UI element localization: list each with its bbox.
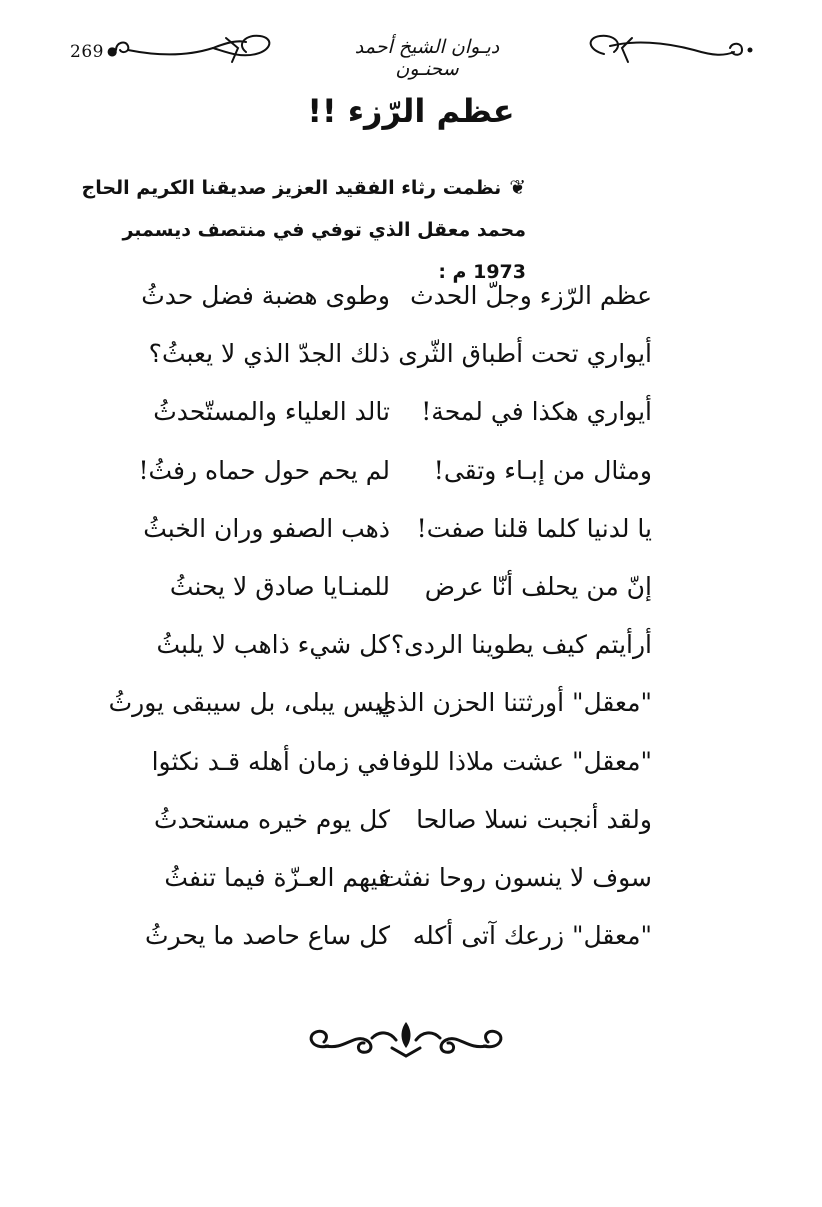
verse [0,916,822,974]
verse-second-hemistich: كل ساع حاصد ما يحرثُ [145,921,390,951]
flourish-scroll-icon [108,28,278,72]
page-header [0,22,822,80]
poem-title: عظم الرّزء !! [307,92,515,130]
verse [0,392,822,450]
verse [0,451,822,509]
leaf-ornament-icon: ❦ [509,175,526,199]
verse-first-hemistich: "معقل" أورثتنا الحزن الذي [377,688,652,718]
verse-first-hemistich: إنّ من يحلف أنّا عرض [424,571,652,601]
verse-first-hemistich: ومثال من إبـاء وتقى! [433,455,652,485]
poem-intro [70,166,526,293]
page-number: 269 ● [70,42,118,62]
verse-first-hemistich: أيواري تحت أطباق الثّرى [398,339,652,369]
verse-first-hemistich: "معقل" عشت ملاذا للوفا [391,746,652,776]
verse [0,334,822,392]
verse-first-hemistich: "معقل" زرعك آتى أكله [412,921,652,951]
verse-second-hemistich: ليس يبلى، بل سيبقى يورثُ [108,688,390,718]
verse-first-hemistich: أرأيتم كيف يطوينا الردى؟ [390,630,652,660]
verse-second-hemistich: كل يوم خيره مستحدثُ [154,804,390,834]
poem-verses [0,276,822,974]
verse [0,742,822,800]
verse-second-hemistich: كل شيء ذاهب لا يلبثُ [156,630,390,660]
verse [0,800,822,858]
verse-first-hemistich: يا لدنيا كلما قلنا صفت! [416,513,652,543]
verse-first-hemistich: عظم الرّزء وجلّ الحدث [410,281,652,310]
verse-second-hemistich: ذهب الصفو وران الخبثُ [143,513,390,543]
verse-second-hemistich: ذلك الجدّ الذي لا يعبثُ؟ [148,339,390,369]
book-title: ديـوان الشيخ أحمد سحنـون [354,36,500,80]
flourish-scroll-icon [574,28,754,72]
verse-first-hemistich: ولقد أنجبت نسلا صالحا [416,804,652,834]
verse-first-hemistich: أيواري هكذا في لمحة! [421,397,652,427]
verse [0,567,822,625]
verse-second-hemistich: لم يحم حول حماه رفثُ! [138,455,390,485]
verse-second-hemistich: في زمان أهله قـد نكثوا [151,746,390,776]
verse [0,509,822,567]
verse [0,683,822,741]
verse-second-hemistich: للمنـايا صادق لا يحنثُ [169,571,390,601]
verse-second-hemistich: وطوى هضبة فضل حدثُ [141,281,390,310]
verse-second-hemistich: تالد العلياء والمستّحدثُ [153,397,390,427]
intro-text: نظمت رثاء الفقيد العزيز صديقنا الكريم الحاج محمد معقل الذي توفي في منتصف ديسمبر 1973 م : [81,177,526,283]
verse [0,276,822,334]
verse-second-hemistich: فيهم العـزّة فيما تنفثُ [164,862,390,892]
verse-first-hemistich: سوف لا ينسون روحا نفثت [379,862,652,892]
verse [0,858,822,916]
ornamental-divider-icon [300,1016,512,1064]
verse [0,625,822,683]
